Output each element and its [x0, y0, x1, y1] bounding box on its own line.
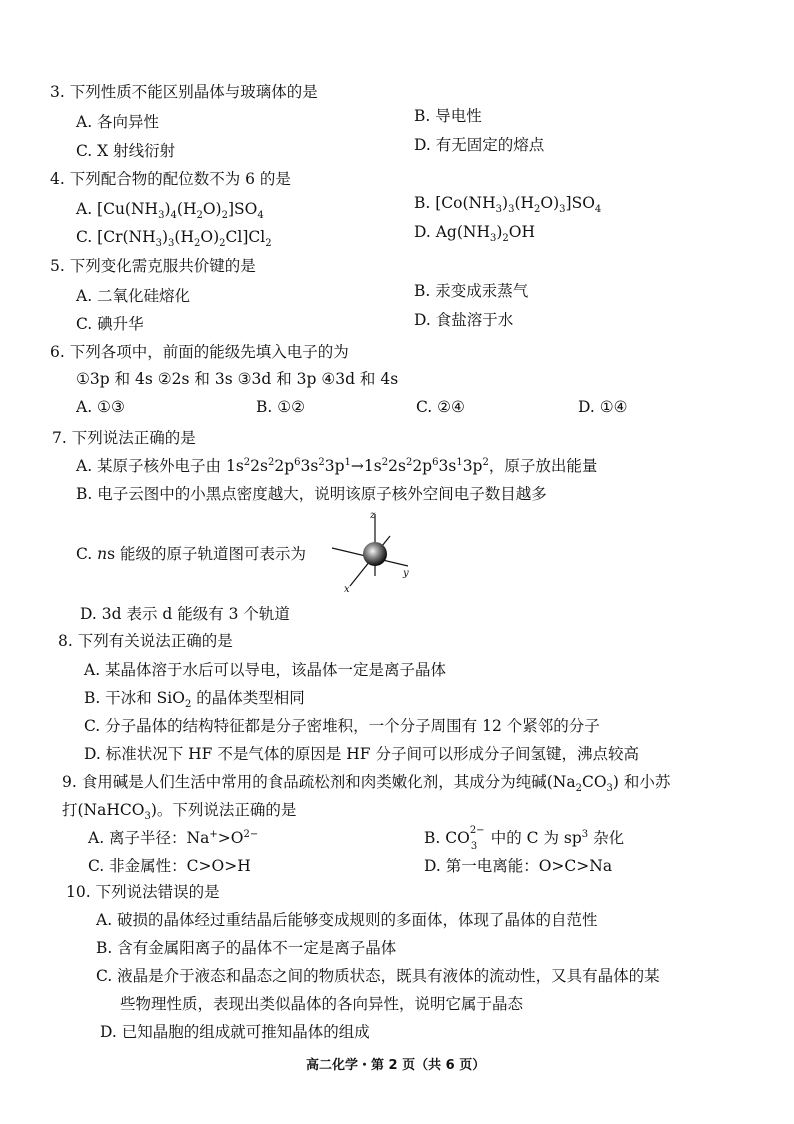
- q5-stem: 5. 下列变化需克服共价键的是: [50, 257, 256, 275]
- q6-option-b: B. ①②: [256, 398, 306, 416]
- q8-option-c: C. 分子晶体的结构特征都是分子密堆积，一个分子周围有 12 个紧邻的分子: [84, 717, 600, 735]
- q10-stem: 10. 下列说法错误的是: [66, 883, 220, 901]
- q3-option-b: B. 导电性: [414, 107, 482, 125]
- q9-option-b: B. CO 2− 3 中的 C 为 $sp^3$ 杂化: [424, 825, 625, 852]
- q9-option-c: C. 非金属性：C>O>H: [88, 857, 251, 875]
- q9-option-a: A. 离子半径：$Na^+>O^{2-}$: [88, 828, 259, 847]
- q6-option-d: D. ①④: [578, 398, 628, 416]
- z-axis-label: z: [370, 510, 376, 521]
- q3-option-c: C. X 射线衍射: [76, 142, 176, 160]
- q3-option-d: D. 有无固定的熔点: [414, 136, 545, 154]
- q8-option-d: D. 标准状况下 HF 不是气体的原因是 HF 分子间可以形成分子间氢键，沸点较高: [84, 745, 639, 763]
- q4-option-a: A. $[Cu(NH_3)_4(H_2O)_2]SO_4$: [76, 200, 264, 222]
- q10-option-c-line1: C. 液晶是介于液态和晶态之间的物质状态，既具有液体的流动性，又具有晶体的某: [96, 967, 660, 985]
- q3-option-a: A. 各向异性: [76, 113, 160, 131]
- q5-option-c: C. 碘升华: [76, 315, 144, 333]
- q7-option-b: B. 电子云图中的小黑点密度越大，说明该原子核外空间电子数目越多: [76, 485, 547, 503]
- q10-option-a: A. 破损的晶体经过重结晶后能够变成规则的多面体，体现了晶体的自范性: [96, 911, 598, 929]
- q9-stem-line1: 9. 食用碱是人们生活中常用的食品疏松剂和肉类嫩化剂，其成分为纯碱$(Na_2CO_3)$ 和小苏: [62, 773, 671, 795]
- q7-stem: 7. 下列说法正确的是: [52, 429, 196, 447]
- q5-option-a: A. 二氧化硅熔化: [76, 287, 191, 305]
- q7-option-d: D. 3d 表示 d 能级有 3 个轨道: [80, 605, 290, 623]
- q5-option-b: B. 汞变成汞蒸气: [414, 282, 529, 300]
- q7-option-c: C. ns 能级的原子轨道图可表示为: [76, 545, 307, 563]
- y-axis-label: y: [403, 568, 409, 579]
- q6-option-a: A. ①③: [76, 398, 125, 416]
- q8-option-a: A. 某晶体溶于水后可以导电，该晶体一定是离子晶体: [84, 661, 447, 679]
- orbital-sphere: [363, 542, 387, 566]
- q3-stem: 3. 下列性质不能区别晶体与玻璃体的是: [50, 83, 318, 101]
- q9-option-d: D. 第一电离能：O>C>Na: [424, 857, 613, 875]
- q6-option-c: C. ②④: [416, 398, 465, 416]
- x-axis-label: x: [344, 584, 350, 595]
- q4-stem: 4. 下列配合物的配位数不为 6 的是: [50, 170, 291, 188]
- q8-stem: 8. 下列有关说法正确的是: [58, 632, 233, 650]
- q8-option-b: B. 干冰和 SiO$_2$ 的晶体类型相同: [84, 689, 305, 711]
- q9-stem-line2: 打(NaHCO$_3$)。下列说法正确的是: [62, 801, 297, 823]
- s-orbital-diagram: [330, 506, 420, 596]
- q4-option-c: C. $[Cr(NH_3)_3(H_2O)_2Cl]Cl_2$: [76, 228, 272, 250]
- q5-option-d: D. 食盐溶于水: [414, 311, 514, 329]
- q4-option-d: D. $Ag(NH_3)_2OH$: [414, 223, 536, 245]
- q10-option-b: B. 含有金属阳离子的晶体不一定是离子晶体: [96, 939, 397, 957]
- q6-items: ①3p 和 4s ②2s 和 3s ③3d 和 3p ④3d 和 4s: [76, 370, 399, 388]
- page-footer: 高二化学・第 2 页（共 6 页）: [306, 1058, 486, 1073]
- q10-option-d: D. 已知晶胞的组成就可推知晶体的组成: [100, 1023, 370, 1041]
- q6-stem: 6. 下列各项中，前面的能级先填入电子的为: [50, 343, 349, 361]
- q10-option-c-line2: 些物理性质，表现出类似晶体的各向异性，说明它属于晶态: [120, 995, 524, 1013]
- q4-option-b: B. $[Co(NH_3)_3(H_2O)_3]SO_4$: [414, 194, 602, 216]
- q7-option-a: A. 某原子核外电子由 $1s^22s^22p^63s^23p^1\to 1s^22s^22p^63s^13p^2$，原子放出能量: [76, 456, 598, 475]
